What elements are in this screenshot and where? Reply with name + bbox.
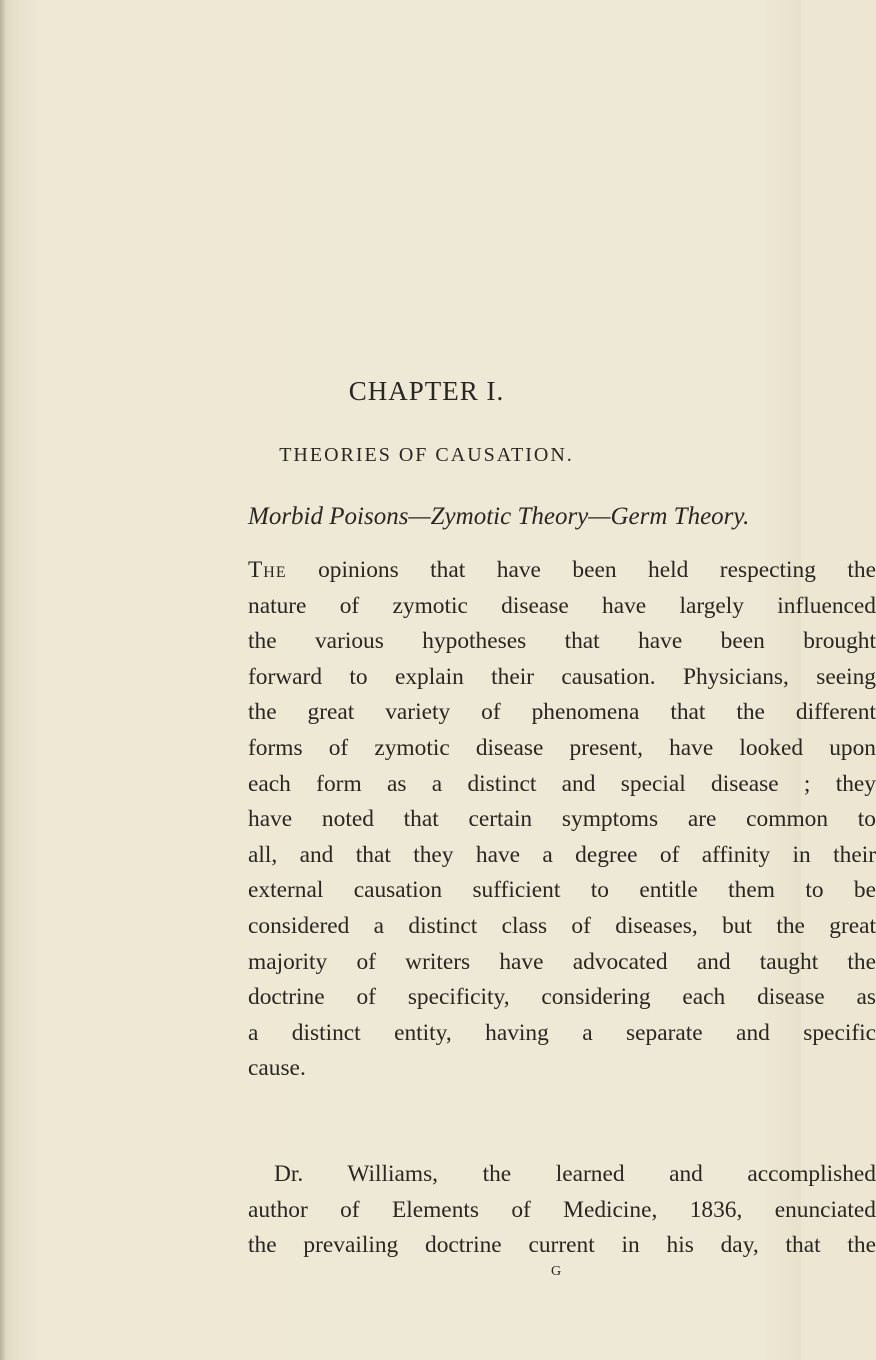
paragraph-2 [248,1157,876,1264]
text-line: majority of writers have advocated and taught the [248,948,876,975]
signature-mark: G [551,1264,562,1279]
section-title: THEORIES OF CAUSATION. [279,444,574,466]
text-line: the prevailing doctrine current in his day, that the [248,1232,876,1259]
text-line: nature of zymotic disease have largely influenced [248,592,876,619]
text-line: external causation sufficient to entitle them to be [248,877,876,904]
spine-shadow [0,0,6,1360]
text-line: author of Elements of Medicine, 1836, enunciated [248,1196,876,1223]
text-line: considered a distinct class of diseases, but the great [248,912,876,939]
text-line: a distinct entity, having a separate and specific [248,1019,876,1046]
text-line: all, and that they have a degree of affinity in their [248,841,876,868]
paragraph-lead-word: The [248,557,287,583]
text-line: have noted that certain symptoms are common to [248,806,876,833]
text-line: forward to explain their causation. Physicians, seeing [248,663,876,690]
chapter-title: CHAPTER I. [348,376,505,406]
text-line: each form as a distinct and special disease ; they [248,770,876,797]
text-line: doctrine of specificity, considering each disease as [248,984,876,1011]
paragraph-1 [248,553,876,1087]
text-line: cause. [248,1055,306,1082]
text-line: forms of zymotic disease present, have looked upon [248,734,876,761]
text-line: the great variety of phenomena that the different [248,699,876,726]
text-line: The opinions that have been held respecting the [248,557,876,583]
chapter-subtitle: Morbid Poisons—Zymotic Theory—Germ Theory. [248,503,750,530]
text-line: Dr. Williams, the learned and accomplished [274,1161,876,1187]
text-line: the various hypotheses that have been brought [248,628,876,655]
